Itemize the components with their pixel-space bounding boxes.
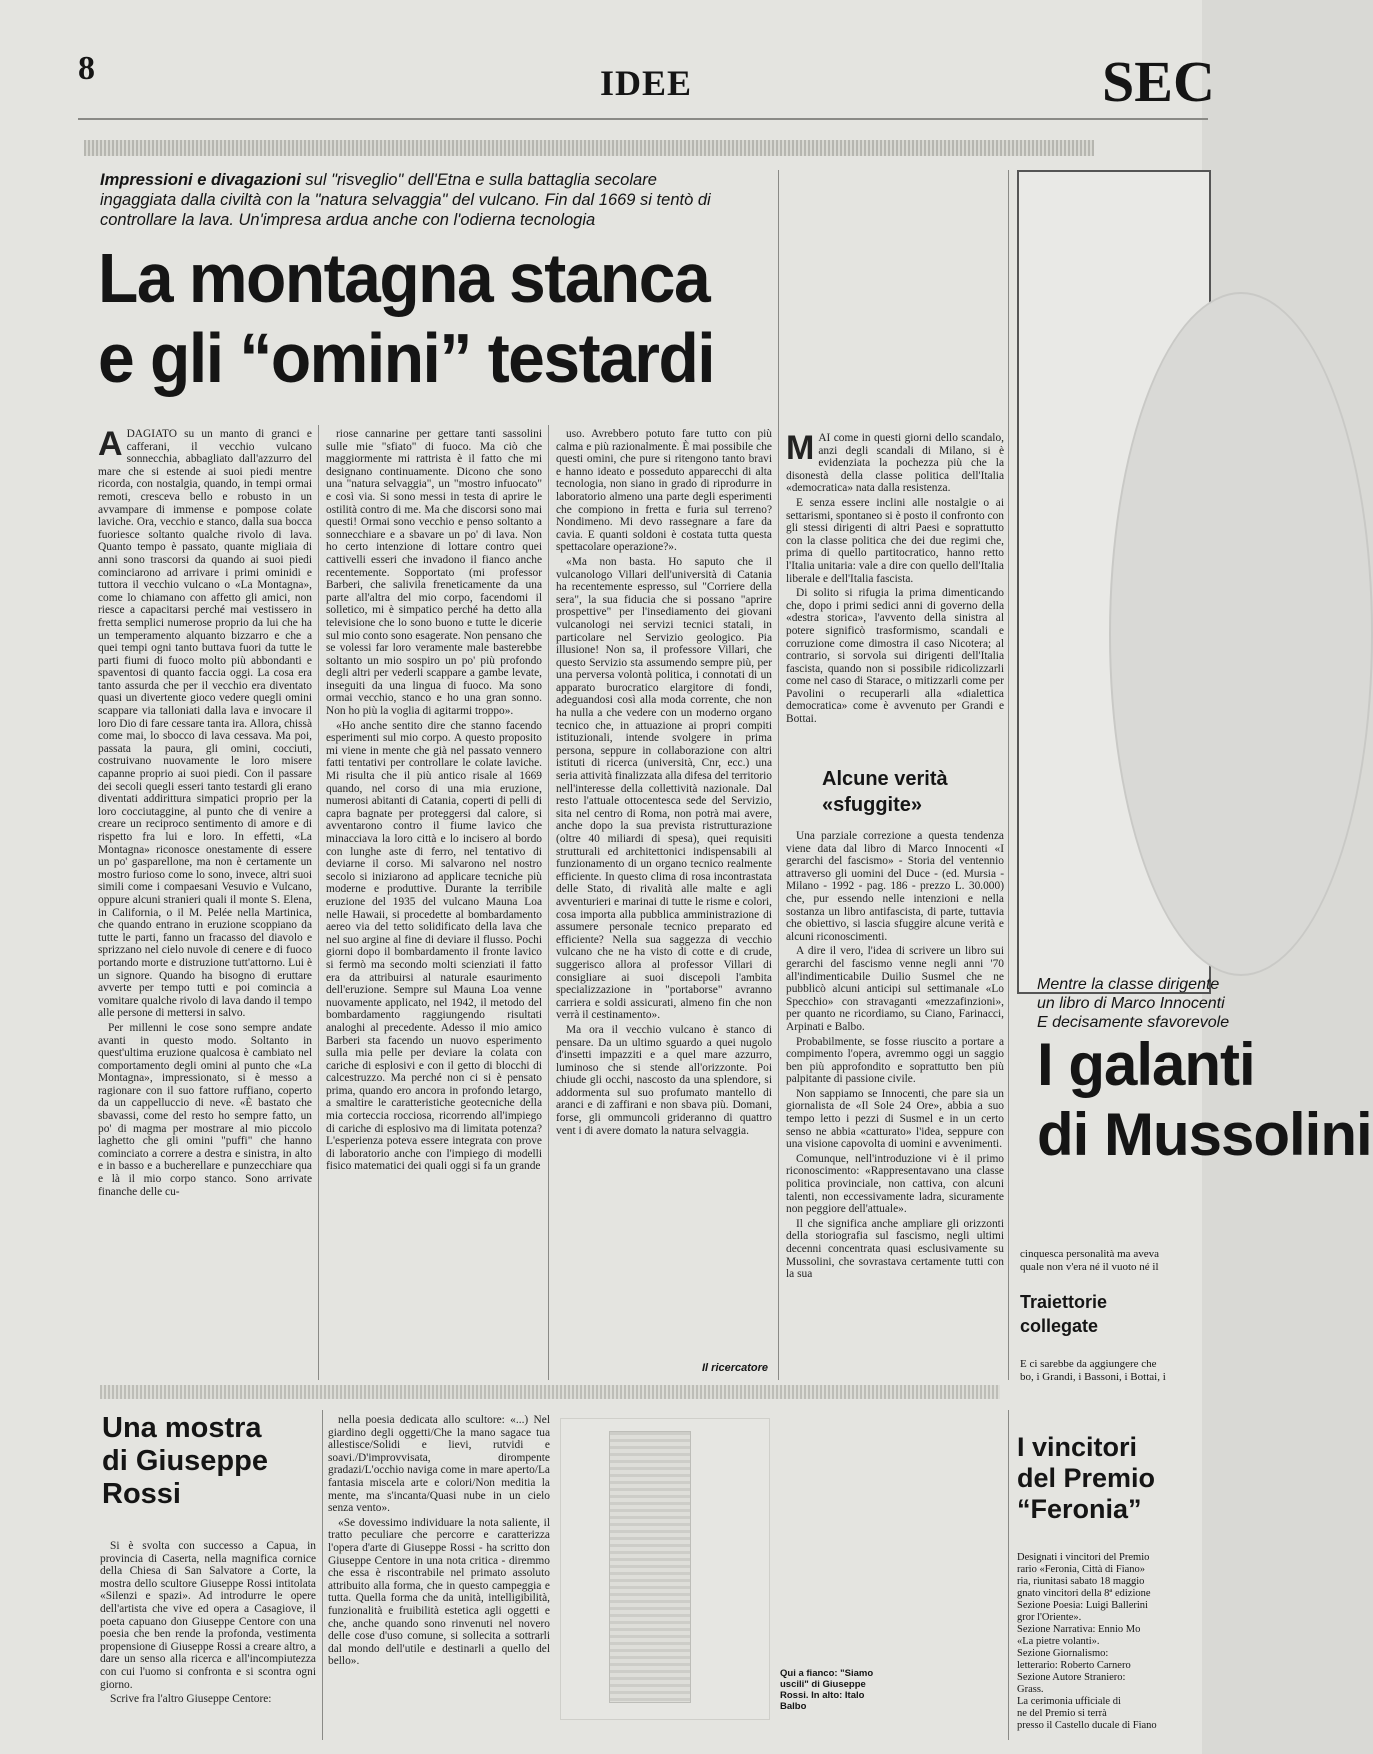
column-2-paragraph: «Ho anche sentito dire che stanno facendo esperimenti sul mio corpo. A questo proposito mi viene in mente che già nel passato vennero fatti tentativi per controllare le colate laviche. Mi risulta che il più antico risale al 1669 quando, nel corso di una mia eruzione, numerosi abitanti di Catania, coperti di pelli di capra bagnate per proteggersi dal calore, si avventarono contro il fiume lavico che minacciava la loro città e lo incisero al bordo con lunghe aste di ferro, nel tentativo di deviarne il corso. Mi salvarono nel nostro secolo si iniziarono ad applicare tecniche più moderne e produttive. Durante la terribile eruzione del 1935 del vulcano Mauna Loa nelle Hawaii, si procedette al bombardamento aereo via del tetto solidificato della lava che nel suo argine al fine di deviare il flusso. Pochi giorni dopo il bombardamento il fronte lavico si fermò ma secondo molti scienziati il fatto era da attribuirsi al naturale esaurimento dell'eruzione. Sempre sul Mauna Loa venne nuovamente applicato, nel 1942, il metodo del bombardamento raggiungendo risultati analoghi al precedente. Adesso il mio amico Barberi sta facendo un nuovo esperimento sulla mia pelle per deviare la colata con cariche di esplosivi e con il getto di blocchi di calcestruzzo. Ma perché non ci si è pensato prima, quando ero ancora in profondo letargo, a smaltire le caratteristiche geotecniche della mia corteccia rocciosa, ricorrendo all'impiego di cariche di esplosivo ma di limitata potenza? L'esperienza poteva essere integrata con prove di laboratorio anche con l'impiego di modelli fisico matematici dei quali oggi si fa un grande (326, 719, 542, 1173)
premio-line: gnato vincitori della 8ª edizione (1017, 1588, 1151, 1599)
premio-line: La cerimonia ufficiale di (1017, 1696, 1121, 1707)
review-paragraph: Comunque, nell'introduzione vi è il primo riconoscimento: «Rappresentavano una classe politica provinciale, non cattiva, con alcuni talenti, non eccessivamente ladra, sicuramente non peggiore dell'attuale». (786, 1152, 1004, 1216)
portrait-photo (1109, 292, 1373, 976)
column-1-lead: DAGIATO su un manto di granci e cafferani, il vecchio vulcano sonnecchia, abbagliato dall'azzurro del mare che si estende ai suoi piedi mentre ricorda, con nostalgia, quando, in tempi ormai remoti, cresceva bello e robusto in un avvampare di immense e pompose colate laviche. Ora, vecchio e stanco, dalla sua bocca fuoriesce soltanto qualche rivolo di lava. Quanto tempo è passato, quante migliaia di anni sono trascorsi da quando ai suoi piedi cominciarono ad arrivare i primi ominidi e tuttora il vecchio vulcano o «La Montagna», come lo chiamano con affetto gli amici, non riesce a capacitarsi perché mai vestissero in fretta semplici numerose proprio da lui che ha un temperamento alquanto bizzarro e che a quei tempi ogni tanto buttava fuori da tutte le parti fiumi di fuoco molto più abbondanti e spaventosi di quanto faccia oggi. La cosa era tanto assurda che per il vecchio era diventato quasi un divertente gioco vedere quegli omini scappare via talloniati dalla lava e invocare il loro Dio di fare cessare tanta ira. Allora, chissà come mai, lo sbocco di lava cessava. Ma poi, passata la paura, gli omini, cocciuti, costruivano nuovamente le loro misere capanne proprio ai suoi piedi. Con il passare dei secoli quegli esseri tanto testardi gli erano diventati addirittura simpatici proprio per la loro cocciutaggine, al punto che di venire a creare un reciproco sentimento di amore e di rispetto fra lui e loro. In effetti, «La Montagna» riconosce onestamente di essere un po' gasparellone, ma non è certamente un mostro furioso come lo sono, invece, altri suoi simili come i compaesani Vesuvio e Vulcano, oppure alcuni stranieri quali il monte S. Elena, in California, o il M. Pelée nella Martinica, che quando entrano in eruzione scoppiano da tutte le parti, fanno un fracasso del diavolo e sprizzano nel cielo nuvole di cenere e di fuoco portando morte e distruzione tutt'attorno. Lui è un signore. Quando ha bisogno di eruttare avverte per tempo tutti e poi comincia a vomitare qualche rivolo di lava dando il tempo alle persone di mettersi in salvo. (98, 428, 312, 1020)
sidebar-headline-line: di Mussolini (1037, 1101, 1372, 1168)
article-signature: Il ricercatore (702, 1362, 769, 1374)
premio-line: Sezione Narrativa: Ennio Mo (1017, 1624, 1141, 1635)
drop-cap: A (98, 425, 123, 463)
sidebar-kicker-line: E decisamente sfavorevole (1037, 1014, 1230, 1031)
mostra-column-2 (328, 1414, 550, 1740)
column-2-paragraph: riose cannarine per gettare tanti sassolini sulle mie "sfiato" di fuoco. Ma ciò che maggiormente mi rattrista è il fatto che mi designano continuamente. Dicono che sono una "natura selvaggia", un "mostro infuocato" e così via. Si sono messi in testa di aprire le ostilità contro di me. Ma che discorsi sono mai questi! Ormai sono vecchio e penso soltanto a sonnecchiare e a sbavare un po' di lava. Non ho certo intenzione di lottare contro quei cattivelli esseri che invadono il fianco anche recentemente. Sopportato (mi professor Barberi, che salivila freneticamente da una parte all'altra del mio corpo, facendomi il solletico, mi è simpatico perché ha detto alla televisione che lo sono buono e tutte le dicerie sul mio conto sono esagerate. Non pensano che se volessi far loro veramente male basterebbe soltanto un mio sospiro un po' più profondo degli altri per vederli scappare a gambe levate, inseguiti da una lingua di fuoco. Ma sono ormai vecchio, stanco e ho una gran sonno. Non ho più la voglia di agitarmi troppo». (326, 428, 542, 718)
sidebar-kicker (1037, 975, 1230, 1032)
sidebar-subhead-line: Traiettorie (1020, 1292, 1108, 1312)
premio-headline-line: “Feronia” (1017, 1494, 1142, 1524)
review-paragraph: Il che significa anche ampliare gli orizzonti della storiografia sul fascismo, negli ultimi decenni concentrata quasi esclusivamente su Mussolini, che sovrastava certamente tutti con la sua (786, 1217, 1004, 1281)
sidebar-kicker-line: Mentre la classe dirigente (1037, 976, 1220, 993)
kicker-bold: Impressioni e divagazioni (100, 171, 301, 189)
headline-line-2: e gli “omini” testardi (98, 318, 715, 397)
sidebar-subhead-line: collegate (1020, 1316, 1099, 1336)
premio-line: rario «Feronia, Città di Fiano» (1017, 1564, 1146, 1575)
sculpture-image (609, 1431, 691, 1703)
sidebar-photo-box (1017, 170, 1211, 994)
mostra-headline-line: Rossi (102, 1478, 181, 1510)
column-rule (778, 170, 779, 1380)
sidebar-kicker-line: un libro di Marco Innocenti (1037, 995, 1225, 1012)
headline-line-1: La montagna stanca (98, 239, 710, 317)
review-column-bottom (786, 830, 1004, 1378)
column-3-paragraph: «Ma non basta. Ho saputo che il vulcanologo Villari dell'università di Catania ha recentemente espresso, sul "Corriere della sera", la sua fiducia che si possano "aprire prospettive" per l'insediamento dei giovani vulcanologi nei servizi tecnici statali, in particolare nel Servizio geologico. Pia illusione! Non sa, il professore Villari, che questo Servizio sta assumendo sempre più, per una perversa volontà politica, i connotati di un apparato burocratico elargitore di fondi, adeguandosi così alla moda corrente, che non ha nulla a che vedere con un moderno organo tecnico che, in attuazione ai propri compiti istituzionali, intende svolgere in prima persona, seppure in collaborazione con altri istituti di ricerca (università, Cnr, ecc.) una seria attività finalizzata alla difesa del territorio nell'interesse della collettività nazionale. Dal resto l'attuale ottocentesca sede del Servizio, sita nel centro di Roma, non potrà mai avere, anche dopo la sua prevista ristrutturazione (oltre 40 miliardi di spesa), quei requisiti strutturali ed architettonici indispensabili al funzionamento di un organo tecnico realmente efficiente. In questo clima di rosa incontrastata delle Stato, di rivalità alle malte e agli avventurieri e marinai di tutte le risme e colori, cosa importa alla pubblica amministrazione di assumere personale tecnico preparato ed efficiente? Nella sua saggezza di vecchio vulcano che ne ha visto di cotte e di crude, suggerisco allora al professor Villari di consigliare ai suoi discepoli l'ambita specializzazione in "portaborse" avranno carriera e soldi assicurati, almeno fin che non verrà il cestinamento». (556, 555, 772, 1022)
article-column-1 (98, 425, 312, 1376)
mid-band (100, 1385, 1000, 1399)
column-rule (322, 1410, 323, 1740)
premio-line: «La pietre volanti». (1017, 1636, 1100, 1647)
mostra-paragraph: «Se dovessimo individuare la nota saliente, il tratto peculiare che percorre e caratterizza l'opera d'arte di Giuseppe Rossi - ha scritto don Giuseppe Centore in una nota critica - diremmo che essa è riscontrabile nel primato assoluto attribuito alla forma, che in questo campeggia e tutta. Quella forma che da unità, intelligibilità, funzionalità e fruibilità estetica agli oggetti e che, anche quando sono rinvenuti nel novero delle cose d'uso comune, si sollecita a sottrarli dal mondo dell'utile e destinarli a quello del bello». (328, 1516, 550, 1668)
sidebar-text (1020, 1248, 1205, 1273)
sculpture-photo (560, 1418, 770, 1720)
column-rule (318, 425, 319, 1380)
review-paragraph: E senza essere inclini alle nostalgie o ai settarismi, spontaneo si è posto il confronto con gli stessi dirigenti di altri Paesi e soprattutto con la classe politica che dei due regimi che, prima di quello partitocratico, hanno retto l'Italia unitaria: vale a dire con quello dell'Italia liberale e dell'Italia fascista. (786, 496, 1004, 585)
sidebar-headline (1037, 1030, 1372, 1170)
premio-line: Sezione Giornalismo: (1017, 1648, 1109, 1659)
premio-headline (1017, 1432, 1207, 1525)
sidebar-text-line: quale non v'era né il vuoto né il (1020, 1260, 1159, 1273)
review-subhead: Alcune verità «sfuggite» (822, 768, 948, 816)
premio-line: Sezione Poesia: Luigi Ballerini (1017, 1600, 1148, 1611)
sidebar-headline-line: I galanti (1037, 1031, 1255, 1098)
review-column-top (786, 429, 1004, 752)
sidebar-text (1020, 1358, 1205, 1383)
review-paragraph: Probabilmente, se fosse riuscito a portare a compimento l'opera, avremmo oggi un saggio ben più approfondito e soprattutto ben più palpitante di passione civile. (786, 1035, 1004, 1086)
premio-line: Sezione Autore Straniero: (1017, 1672, 1126, 1683)
column-3-paragraph: uso. Avrebbero potuto fare tutto con più calma e più razionalmente. È mai possibile che questi omini, che pure si ritengono tanto bravi e hanno ideato e posseduto apparecchi di alta tecnologia, non siano in grado di riprodurre in laboratorio almeno una parte degli esperimenti che compiono in fretta e furia sul terreno? Nondimeno. Mi devo rassegnare a fare da cavia. E quanti soldoni è costata tutta questa spettacolare operazione?». (556, 428, 772, 554)
sidebar-text-line: bo, i Grandi, i Bassoni, i Bottai, i (1020, 1370, 1166, 1383)
photo-caption: Qui a fianco: "Siamo uscili" di Giuseppe Rossi. In alto: Italo Balbo (780, 1668, 874, 1712)
premio-line: ne del Premio si terrà (1017, 1708, 1107, 1719)
review-paragraph: Non sappiamo se Innocenti, che pare sia un giornalista de «Il Sole 24 Ore», abbia a suo tempo letto i pezzi di Susmel e in un certo senso ne abbia «catturato» l'idea, seppure con una visione capovolta di uomini e avvenimenti. (786, 1087, 1004, 1151)
article-column-3 (556, 428, 772, 1353)
section-title: IDEE (600, 63, 693, 103)
column-rule (548, 425, 549, 1380)
review-lead: AI come in questi giorni dello scandalo, anzi degli scandali di Milano, si è evidenziata la pochezza più che la disonestà della classe politica dell'Italia «democratica» nata dalla resistenza. (786, 432, 1004, 495)
sidebar-text-line: cinquesca personalità ma aveva (1020, 1248, 1159, 1260)
sidebar-subhead (1020, 1290, 1107, 1338)
article-column-2 (326, 428, 542, 1376)
premio-line: ria, riunitasi sabato 18 maggio (1017, 1576, 1145, 1587)
sidebar-text-line: E ci sarebbe da aggiungere che (1020, 1358, 1157, 1370)
drop-cap: M (786, 429, 815, 467)
premio-text (1017, 1552, 1202, 1732)
page-number: 8 (78, 50, 95, 87)
mostra-headline (102, 1412, 332, 1511)
column-1-paragraph: Per millenni le cose sono sempre andate avanti in questo modo. Soltanto in quest'ultima eruzione qualcosa è cambiato nel comportamento degli omini al punto che «La Montagna», impressionato, si è messo a ragionare con il suo fattore ruffiano, coperto da un cappelluccio di neve. «È bastato che sbavassi, come del resto ho sempre fatto, un po' di magma per mostrare al mio piccolo laghetto che gli omini "puffi" che hanno cominciato a correre a destra e sinistra, in alto e in basso e a bucherellare e punzecchiare qua e là il mio corpo stanco. Sono arrivate finanche delle cu- (98, 1021, 312, 1198)
column-3-paragraph: Ma ora il vecchio vulcano è stanco di pensare. Da un ultimo sguardo a quei nugolo d'insetti impazziti e a quel mare azzurro, luminoso che si stende all'orizzonte. Poi chiude gli occhi, nascosto da una splendore, si addormenta sul suo profumato mantello di aranci e di zaffirani e non sbava più. Domani, forse, gli ommuncoli grideranno di quattro vent i di avere domato la natura selvaggia. (556, 1023, 772, 1137)
review-paragraph: A dire il vero, l'idea di scrivere un libro sui gerarchi del fascismo venne negli anni '70 all'indimenticabile Duilio Susmel che ne pubblicò alcuni anticipi sul settimanale «Lo Specchio» con stravaganti «mezzafinzioni», per quanto ne ricordiamo, su Ciano, Farinacci, Arpinati e Balbo. (786, 945, 1004, 1033)
review-paragraph: Di solito si rifugia la prima dimenticando che, dopo i primi sedici anni di governo della «destra storica», l'avvento della sinistra al potere significò trasformismo, scandali e corruzione come dimostra il caso Nicotera; al contrario, si sorvola sui dirigenti dell'Italia fascista, quando non si possibile ridicolizzarli come nel caso di Starace, o mitizzarli come per Pavolini o recuperarli alla «dialettica democratica» come è avvenuto per Grandi e Bottai. (786, 587, 1004, 726)
premio-line: gror l'Oriente». (1017, 1612, 1082, 1623)
mostra-paragraph: nella poesia dedicata allo scultore: «...) Nel giardino degli oggetti/Che la mano sagace tua allestisce/Solidi e lievi, rutvidi e soavi./D'improvvisata, dirompente gradazi/L'occhio naviga come in mare aperto/La fantasia miscela arte e colori/Non meditia la mente, ma s'incanta/Quasi nube in un cielo senza vento». (328, 1414, 550, 1515)
header-rule (78, 118, 1208, 120)
mostra-headline-line: di Giuseppe (102, 1445, 268, 1477)
premio-line: Grass. (1017, 1684, 1044, 1695)
premio-headline-line: I vincitori (1017, 1432, 1138, 1462)
kicker-text: sul "risveglio" dell'Etna e sulla battaglia secolare ingaggiata dalla civiltà con la "natura selvaggia" del vulcano. Fin dal 1669 si tentò di controllare la lava. Un'impresa ardua anche con l'odierna tecnologia (100, 171, 711, 229)
premio-headline-line: del Premio (1017, 1463, 1156, 1493)
article-kicker (100, 170, 720, 230)
mostra-headline-line: Una mostra (102, 1412, 262, 1444)
premio-line: Designati i vincitori del Premio (1017, 1552, 1150, 1563)
premio-line: presso il Castello ducale di Fiano (1017, 1720, 1157, 1731)
mostra-paragraph: Si è svolta con successo a Capua, in provincia di Caserta, nella magnifica cornice della Chiesa di San Salvatore a Corte, la mostra dello scultore Giuseppe Rossi intitolata «Silenzi e spazi». Ad introdurre le opere dell'artista che vive ed opera a Casagiove, il poeta capuano don Giuseppe Centore con una poesia che ben rende la profonda, vestimenta propensione di Giuseppe Rossi a creare altro, a dare un senso alla ricerca e all'incompiutezza con cui l'uomo si confronta e si scontra ogni giorno. (100, 1540, 316, 1691)
review-paragraph: Una parziale correzione a questa tendenza viene data dal libro di Marco Innocenti «I gerarchi del fascismo» - Storia del ventennio attraverso gli uomini del Duce - (ed. Mursia - Milano - 1992 - pag. 186 - prezzo L. 30.000) che, pur essendo nelle intenzioni e nella sostanza un libro antifascista, di parte, tuttavia che obiettivo, si lascia sfuggire alcune verità e alcuni riconoscimenti. (786, 830, 1004, 943)
mostra-column-1 (100, 1540, 316, 1740)
masthead-logo: SEC (1102, 49, 1215, 114)
mostra-paragraph: Scrive fra l'altro Giuseppe Centore: (110, 1693, 272, 1706)
article-headline (98, 238, 718, 398)
column-rule (1008, 170, 1009, 1380)
top-band (84, 140, 1094, 156)
premio-line: letterario: Roberto Carnero (1017, 1660, 1131, 1671)
column-rule (1008, 1410, 1009, 1740)
